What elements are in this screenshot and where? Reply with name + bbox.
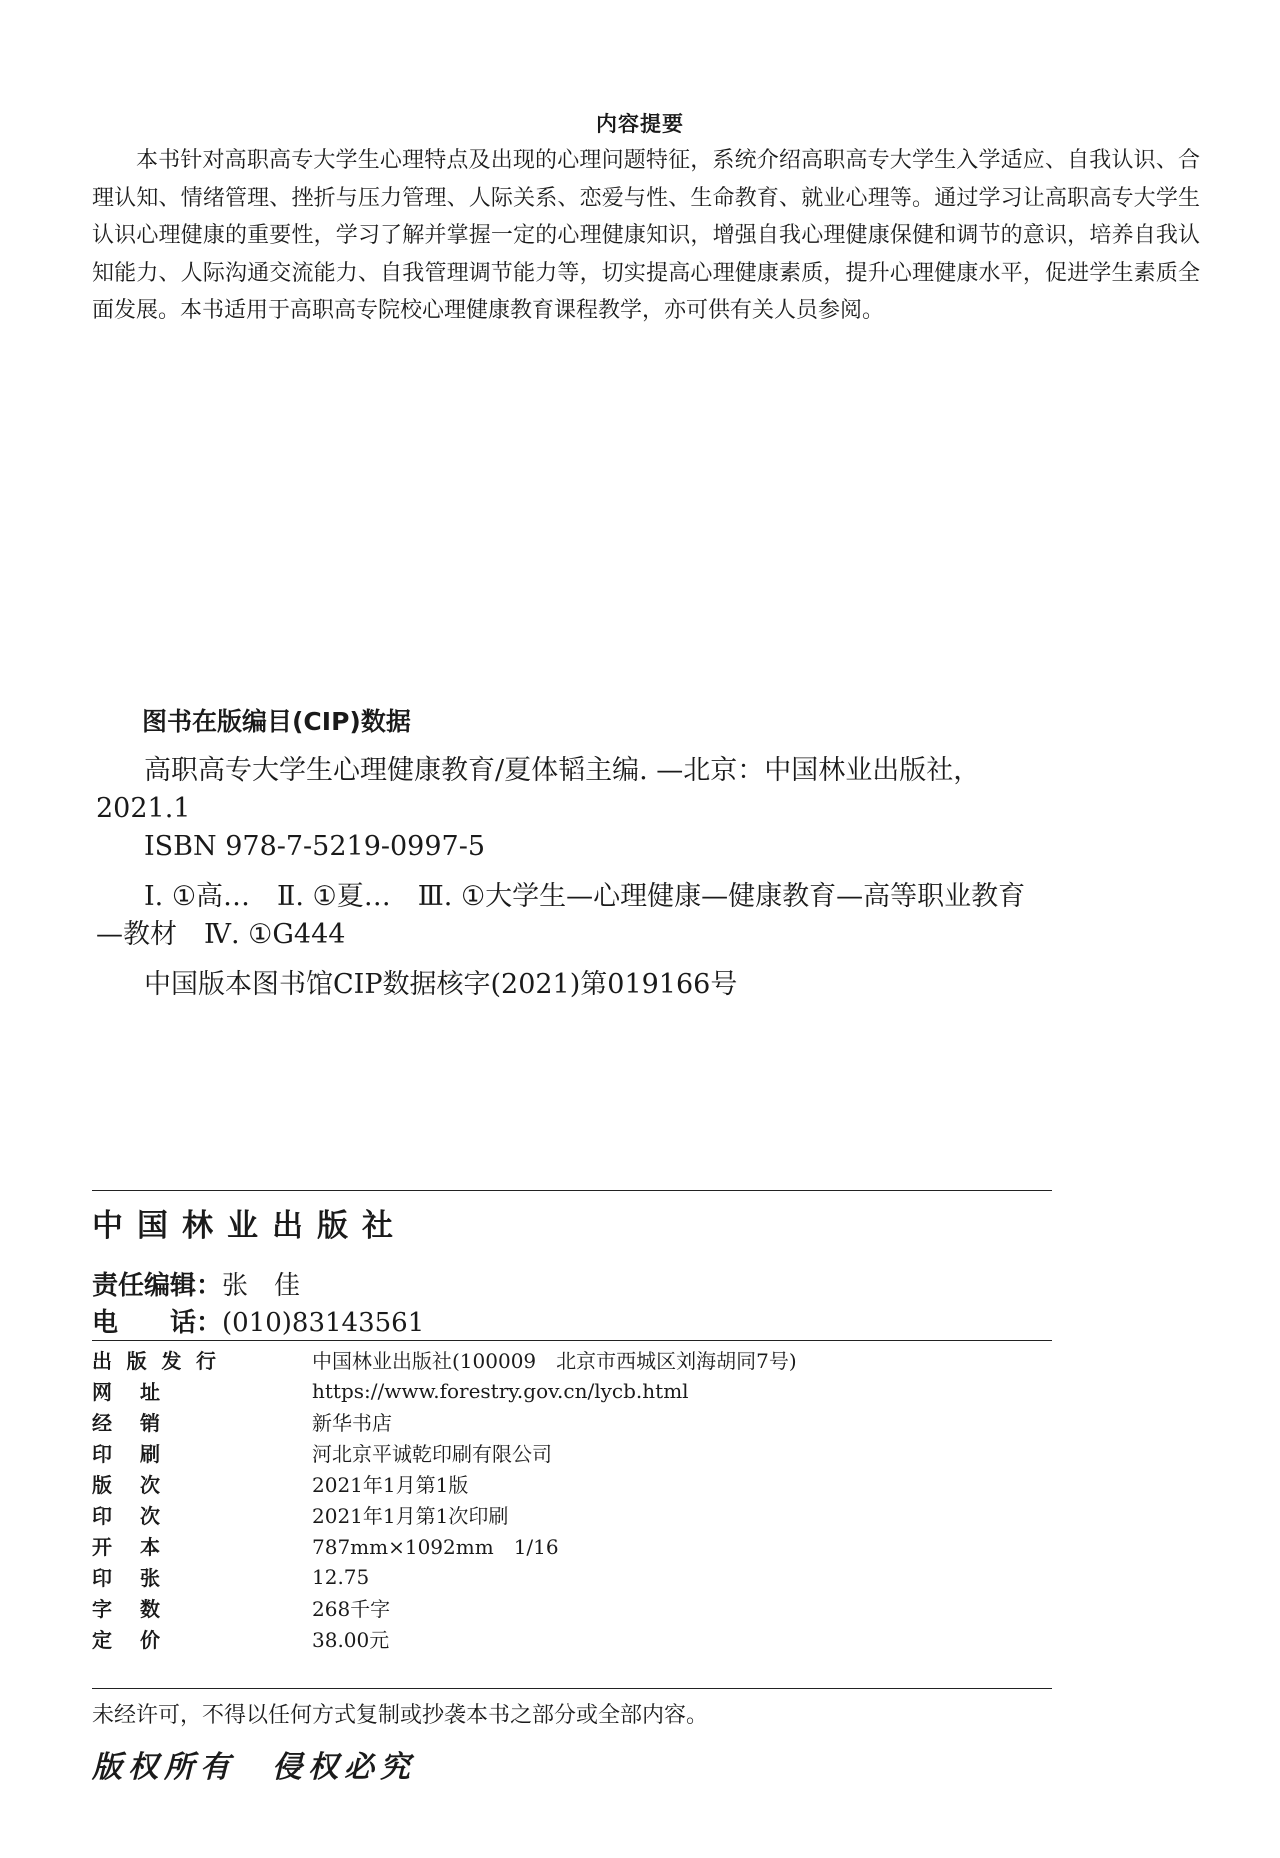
info-key-char: 址 [140, 1380, 160, 1404]
info-row [92, 1592, 1052, 1623]
phone-number: (010)83143561 [222, 1308, 425, 1338]
info-key-char: 本 [140, 1535, 160, 1559]
info-value: 2021年1月第1次印刷 [312, 1504, 509, 1528]
info-row [92, 1375, 1052, 1406]
info-key-char: 印 [92, 1566, 112, 1590]
info-value: 12.75 [312, 1564, 370, 1589]
info-value: https://www.forestry.gov.cn/lycb.html [312, 1378, 689, 1403]
summary-title: 内容提要 [596, 112, 684, 136]
info-row [92, 1623, 1052, 1654]
info-key-char: 网 [92, 1380, 112, 1404]
info-key [92, 1593, 160, 1622]
info-key-char: 张 [140, 1566, 160, 1590]
editor-row [92, 1265, 300, 1302]
info-key [92, 1345, 216, 1374]
cip-isbn: ISBN 978-7-5219-0997-5 [144, 831, 486, 862]
editor-label: 责任编辑： [92, 1271, 223, 1301]
info-row [92, 1561, 1052, 1592]
info-value: 2021年1月第1版 [312, 1473, 469, 1497]
info-key [92, 1469, 160, 1498]
rule-middle [92, 1340, 1052, 1341]
info-key-char: 开 [92, 1535, 112, 1559]
info-key-char: 版 [92, 1473, 112, 1497]
info-value: 787mm×1092mm 1/16 [312, 1535, 559, 1559]
info-key-char: 数 [140, 1597, 160, 1621]
info-key-char: 行 [195, 1349, 216, 1373]
cip-block [96, 752, 1026, 1004]
info-value: 河北京平诚乾印刷有限公司 [312, 1442, 552, 1466]
info-row [92, 1468, 1052, 1499]
publication-info-table [92, 1344, 1052, 1654]
info-key-char: 印 [92, 1442, 112, 1466]
cip-record: 高职高专大学生心理健康教育/夏体韬主编. —北京：中国林业出版社，2021.1 [96, 755, 981, 824]
rule-top [92, 1190, 1052, 1191]
info-key-char: 销 [140, 1411, 160, 1435]
editor-name: 张 佳 [222, 1271, 301, 1301]
info-key-char: 版 [126, 1349, 147, 1373]
info-value: 中国林业出版社(100009 北京市西城区刘海胡同7号) [312, 1349, 797, 1373]
info-key [92, 1624, 160, 1653]
info-row [92, 1530, 1052, 1561]
info-key [92, 1407, 160, 1436]
summary-body: 本书针对高职高专大学生心理特点及出现的心理问题特征，系统介绍高职高专大学生入学适应、自我认识、合理认知、情绪管理、挫折与压力管理、人际关系、恋爱与性、生命教育、就业心理等。通过学习让高职高专大学生认识心理健康的重要性，学习了解并掌握一定的心理健康知识，增强自我心理健康保健和调节的意识，培养自我认知能力、人际沟通交流能力、自我管理调节能力等，切实提高心理健康素质，提升心理健康水平，促进学生素质全面发展。本书适用于高职高专院校心理健康教育课程教学，亦可供有关人员参阅。 [92, 148, 1200, 323]
cip-approval: 中国版本图书馆CIP数据核字(2021)第019166号 [144, 969, 738, 1000]
rights-reserved: 版权所有 [92, 1750, 236, 1785]
info-key [92, 1531, 160, 1560]
info-key [92, 1500, 160, 1529]
cip-heading: 图书在版编目(CIP)数据 [142, 707, 411, 736]
info-key [92, 1376, 160, 1405]
cip-subjects: Ⅰ. ①高… Ⅱ. ①夏… Ⅲ. ①大学生—心理健康—健康教育—高等职业教育—教材 Ⅳ. ①G444 [96, 881, 1026, 950]
info-key-char: 发 [161, 1349, 182, 1373]
phone-row [92, 1302, 424, 1339]
publisher-name: 中国林业出版社 [92, 1208, 407, 1244]
info-key-char: 次 [140, 1504, 160, 1528]
rights-infringement: 侵权必究 [272, 1750, 416, 1785]
rights-statement [92, 1742, 416, 1786]
info-value: 新华书店 [312, 1411, 392, 1435]
info-value: 268千字 [312, 1597, 391, 1621]
info-row [92, 1344, 1052, 1375]
info-key-char: 刷 [140, 1442, 160, 1466]
info-value: 38.00元 [312, 1628, 390, 1652]
info-key-char: 出 [92, 1349, 112, 1373]
info-key-char: 印 [92, 1504, 112, 1528]
rule-bottom [92, 1688, 1052, 1689]
info-row [92, 1406, 1052, 1437]
info-key [92, 1562, 160, 1591]
copyright-notice: 未经许可，不得以任何方式复制或抄袭本书之部分或全部内容。 [92, 1703, 709, 1728]
info-row [92, 1437, 1052, 1468]
info-key [92, 1438, 160, 1467]
info-key-char: 价 [140, 1628, 160, 1652]
info-key-char: 定 [92, 1628, 112, 1652]
info-key-char: 字 [92, 1597, 112, 1621]
info-key-char: 次 [140, 1473, 160, 1497]
info-key-char: 经 [92, 1411, 112, 1435]
phone-label: 电 话： [92, 1308, 223, 1338]
info-row [92, 1499, 1052, 1530]
